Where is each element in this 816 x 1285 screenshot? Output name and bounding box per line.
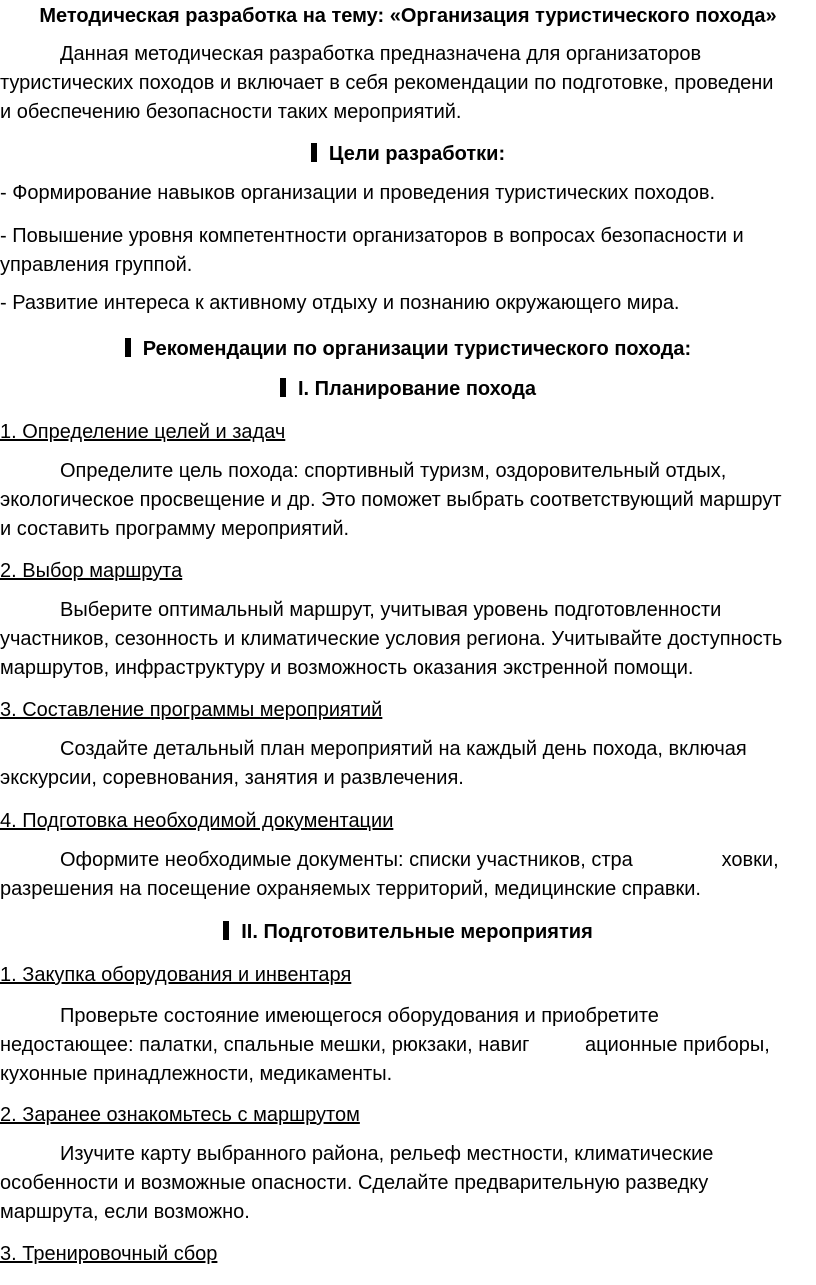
section-1-heading: I. Планирование похода [0, 376, 816, 402]
subsection-title: 3. Тренировочный сбор [0, 1243, 218, 1265]
goal-item: - Формирование навыков организации и проведения туристических походов. [0, 182, 716, 204]
recommendations-heading: Рекомендации по организации туристического похода: [0, 336, 816, 362]
subsection-paragraph: Оформите необходимые документы: списки участников, стра ховки, разрешения на посещение охраняемых территорий, медицинские справки. [0, 849, 779, 900]
document-title: Методическая разработка на тему: «Организация туристического похода» [39, 5, 777, 27]
subsection-title: 2. Заранее ознакомьтесь с маршрутом [0, 1104, 360, 1126]
intro-line: туристических походов и включает в себя рекомендации по подготовке, проведени [0, 72, 774, 94]
subsection-paragraph: Выберите оптимальный маршрут, учитывая уровень подготовленности участников, сезонность и климатические условия региона. Учитывайте доступность маршрутов, инфраструктуру и возможность оказания экстренной помощи. [0, 599, 783, 679]
heading-marker [311, 143, 317, 162]
subsection-title: 1. Закупка оборудования и инвентаря [0, 964, 352, 986]
goals-heading: Цели разработки: [0, 141, 816, 167]
subsection-paragraph: Проверьте состояние имеющегося оборудования и приобретите недостающее: палатки, спальные мешки, рюкзаки, навиг ационные приборы, кухонные принадлежности, медикаменты. [0, 1005, 770, 1085]
subsection-title: 4. Подготовка необходимой документации [0, 810, 394, 832]
intro-line: и обеспечению безопасности таких мероприятий. [0, 101, 462, 123]
goal-item: - Повышение уровня компетентности организаторов в вопросах безопасности и [0, 225, 744, 247]
heading-marker [125, 338, 131, 357]
heading-marker [223, 921, 229, 940]
subsection-title: 2. Выбор маршрута [0, 560, 183, 582]
goal-item-continued: управления группой. [0, 254, 193, 276]
heading-marker [280, 378, 286, 397]
section-2-heading: II. Подготовительные мероприятия [0, 919, 816, 945]
intro-paragraph [0, 40, 816, 127]
subsection-paragraph: Создайте детальный план мероприятий на каждый день похода, включая экскурсии, соревнования, занятия и развлечения. [0, 738, 747, 789]
intro-line: Данная методическая разработка предназначена для организаторов [60, 43, 702, 65]
subsection-title: 1. Определение целей и задач [0, 421, 286, 443]
subsection-title: 3. Составление программы мероприятий [0, 699, 383, 721]
subsection-paragraph: Изучите карту выбранного района, рельеф местности, климатические особенности и возможные опасности. Сделайте предварительную разведку маршрута, если возможно. [0, 1143, 714, 1223]
subsection-paragraph: Определите цель похода: спортивный туризм, оздоровительный отдых, экологическое просвещение и др. Это поможет выбрать соответствующий маршрут и составить программу мероприятий. [0, 460, 782, 540]
goal-item: - Развитие интереса к активному отдыху и познанию окружающего мира. [0, 292, 680, 314]
